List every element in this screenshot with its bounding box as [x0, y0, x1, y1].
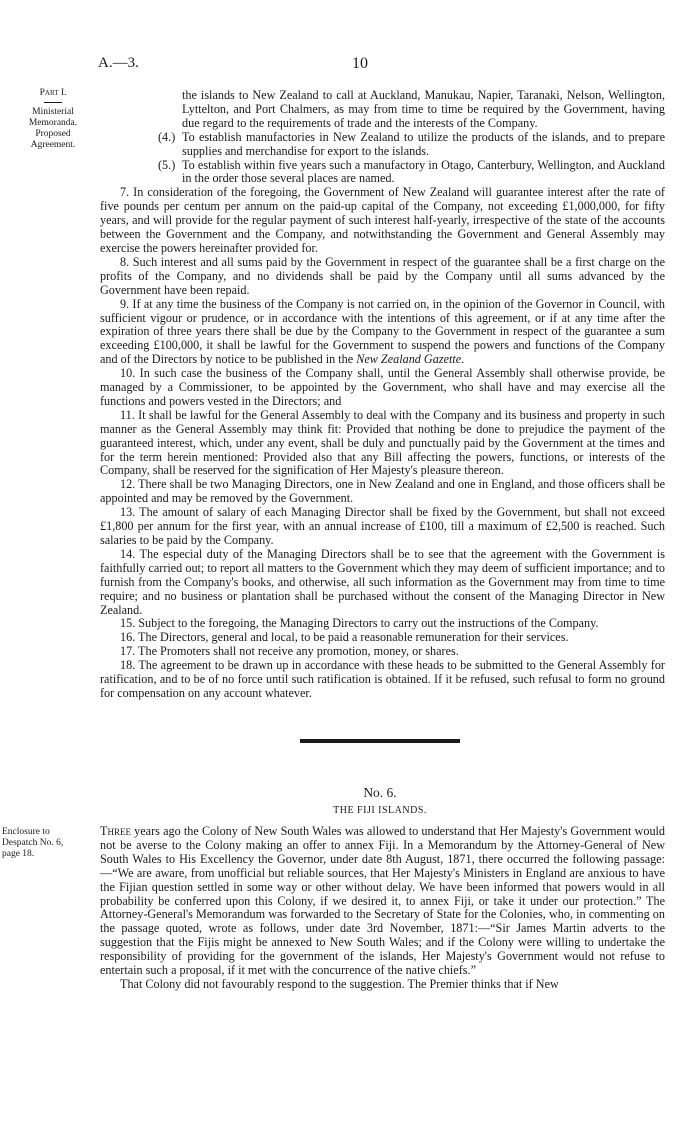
item-text: To establish manufactories in New Zealand to utilize the products of the islands, and to prepare supplies and merchandise for export to the islands. [182, 129, 665, 158]
document-reference: A.—3. [98, 55, 139, 71]
paragraph: 10. In such case the business of the Company shall, until the General Assembly shall otherwise provide, be managed by a Commissioner, to be appointed by the Government, who shall have and may exercise all the functions and powers vested in the Directors; and [100, 366, 665, 408]
list-item [100, 159, 665, 187]
paragraph: 13. The amount of salary of each Managing Director shall be fixed by the Government, but shall not exceed £1,800 per annum for the first year, with an annual increase of £100, till a maximum of £2,500 is reached. Such salaries to be paid by the Company. [100, 505, 665, 547]
paragraph: That Colony did not favourably respond to the suggestion. The Premier thinks that if New [120, 976, 559, 991]
margin-note-line: page 18. [2, 849, 35, 859]
section-number: No. 6. [363, 785, 397, 800]
margin-note-ministerial [22, 88, 84, 151]
margin-note-part: Part I. [39, 88, 67, 98]
margin-note-line: Ministerial [32, 107, 74, 117]
agreement-text [100, 89, 665, 701]
paragraph: 8. Such interest and all sums paid by the Government in respect of the guarantee shall be a first charge on the profits of the Company, and no dividends shall be paid by the Company until all sums advanced by the Government have been repaid. [100, 254, 665, 297]
margin-note-line: Enclosure to [2, 827, 50, 837]
margin-note-enclosure [2, 827, 90, 860]
paragraph: 9. If at any time the business of the Company is not carried on, in the opinion of the Governor in Council, with sufficient vigour or prudence, or in accordance with the intentions of this agreement, or if at any time after the expiration of three years there shall be due by the Company to the Government in respect of the guarantee a sum exceeding £100,000, it shall be lawful for the Government to suspend the powers and functions of the Company and of the Directors by notice to be published in the New Zealand Gazette. [100, 296, 665, 367]
continuation-text: the islands to New Zealand to call at Auckland, Manukau, Napier, Taranaki, Nelson, Wellington, Lyttelton, and Port Chalmers, as may from time to time be required by the Government, having due regard to the requirements of trade and the interests of the Company. [182, 88, 665, 130]
paragraph: 7. In consideration of the foregoing, the Government of New Zealand will guarantee interest after the rate of five pounds per centum per annum on the paid-up capital of the Company, not exceeding £1,000,000, for fifty years, and will provide for the regular payment of such interest half-yearly, irrespective of the state of the accounts between the Government and the Company, and notwithstanding the Government and General Assembly may exercise the powers hereinafter provided for. [100, 185, 665, 255]
list-item [100, 131, 665, 159]
paragraph: 14. The especial duty of the Managing Directors shall be to see that the agreement with the Government is faithfully carried out; to report all matters to the Government which they may deem of sufficient importance; and to furnish from the Company's books, and otherwise, all such information as the Government may from time to time require; and no business or plantation shall be purchased without the consent of the Managing Director in New Zealand. [100, 546, 665, 617]
lead-word: Three [100, 824, 131, 838]
margin-rule [44, 102, 62, 103]
section-separator-rule [300, 739, 460, 743]
paragraph: 12. There shall be two Managing Directors, one in New Zealand and one in England, and those officers shall be appointed and may be removed by the Government. [100, 477, 665, 506]
paragraph-text: 9. If at any time the business of the Company is not carried on, in the opinion of the Governor in Council, with sufficient vigour or prudence, or in accordance with the intentions of this agreement, or if at any time after the expiration of three years there shall be due by the Company to the Government in respect of the guarantee a sum exceeding £100,000, it shall be lawful for the Government to suspend the powers and functions of the Company and of the Directors by notice to be published in the [100, 296, 665, 367]
paragraph [100, 825, 665, 978]
paragraph: 15. Subject to the foregoing, the Managing Directors to carry out the instructions of the Company. [120, 616, 599, 631]
gazette-title: New Zealand Gazette [356, 352, 462, 367]
item-text: To establish within five years such a manufactory in Otago, Canterbury, Wellington, and Auckland in the order those several places are named. [182, 157, 665, 186]
paragraph: 17. The Promoters shall not receive any promotion, money, or shares. [120, 644, 459, 659]
fiji-section-text [100, 825, 665, 992]
item-number: (5.) [158, 157, 176, 172]
paragraph: 11. It shall be lawful for the General Assembly to deal with the Company and its business and property in such manner as the General Assembly may think fit: Provided that nothing be done to prejudice the payment of the guaranteed interest, which, under any event, shall be duly and punctually paid by the Government at the times and for the term herein mentioned: Provided also that any Bill affecting the powers, functions, or interests of the Company, shall be reserved for the signification of Her Majesty's pleasure thereon. [100, 407, 665, 478]
margin-note-line: Proposed [35, 129, 71, 139]
item-number: (4.) [158, 129, 176, 144]
paragraph: 18. The agreement to be drawn up in accordance with these heads to be submitted to the General Assembly for ratification, and to be of no force until such ratification is obtained. If it be refused, such refusal to form no ground for compensation on any account whatever. [100, 658, 665, 700]
margin-note-line: Agreement. [30, 140, 76, 150]
paragraph: 16. The Directors, general and local, to be paid a reasonable remuneration for their services. [120, 630, 569, 645]
section-title: THE FIJI ISLANDS. [333, 805, 427, 816]
margin-note-line: Despatch No. 6, [2, 838, 64, 848]
page-number: 10 [352, 55, 368, 72]
margin-note-line: Memoranda. [28, 118, 78, 128]
paragraph-text: years ago the Colony of New South Wales was allowed to understand that Her Majesty's Government would not be averse to the Colony making an offer to annex Fiji. In a Memorandum by the Attorney-General of New South Wales to His Excellency the Governor, under date 8th August, 1871, there occurred the following passage:—“We are aware, from unofficial but reliable sources, that Her Majesty's Ministers in England are anxious to have the Fijian question settled in some way or other without delay. We have been informed that powers would in all probability be conferred upon this Colony, if we desired it, to annex Fiji, or take it under our protection.” The Attorney-General's Memorandum was forwarded to the Secretary of State for the Colonies, who, in commenting on the passage quoted, wrote as follows, under date 3rd November, 1871:—“Sir James Martin adverts to the suggestion that the Fijis might be annexed to New South Wales; and if the Colony were willing to undertake the responsibility of providing for the government of the islands, Her Majesty's Government would not refuse to entertain such a proposal, if it met with the concurrence of the native chiefs.” [100, 824, 666, 978]
